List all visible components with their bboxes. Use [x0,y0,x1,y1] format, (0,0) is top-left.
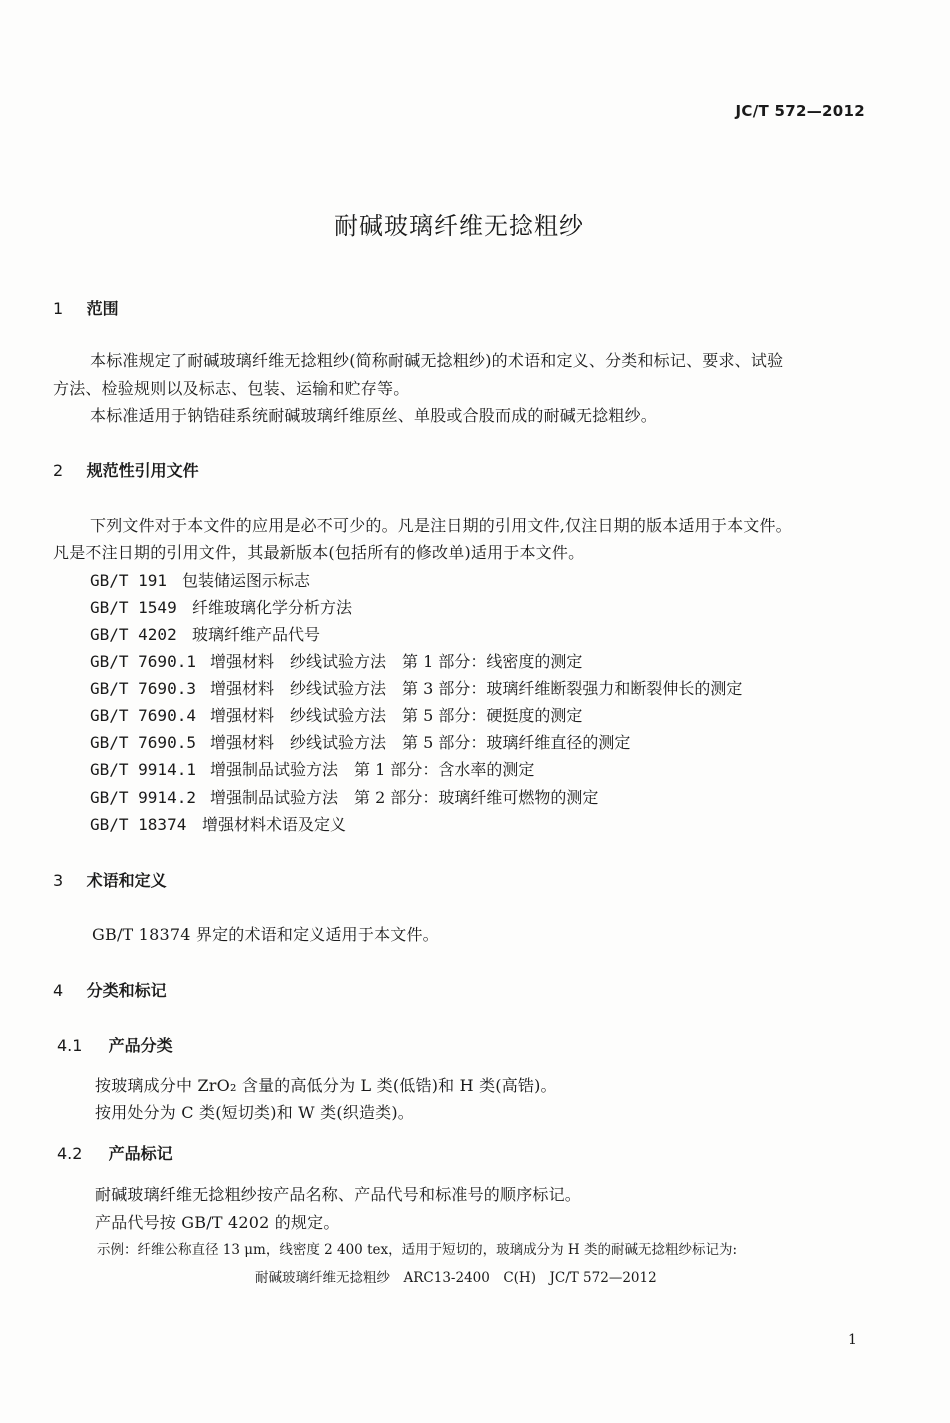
reference-title: 包装储运图示标志 [182,571,311,590]
section-title: 范围 [86,299,119,318]
reference-title: 增强制品试验方法 第 1 部分：含水率的测定 [210,760,535,779]
normative-paragraph-line1: 下列文件对于本文件的应用是必不可少的。凡是注日期的引用文件,仅注日期的版本适用于本文件。 [90,516,792,535]
reference-item [90,568,310,591]
scope-paragraph-line1: 本标准规定了耐碱玻璃纤维无捻粗纱(简称耐碱无捻粗纱)的术语和定义、分类和标记、要求、试验 [90,351,784,370]
reference-item [90,730,630,753]
classification-paragraph-1: 按玻璃成分中 ZrO₂ 含量的高低分为 L 类(低锆)和 H 类(高锆)。 [95,1076,557,1095]
reference-code: GB/T 7690.3 [90,679,196,698]
section-title: 术语和定义 [86,871,167,890]
reference-item [90,785,598,808]
marking-example: 示例：纤维公称直径 13 μm，线密度 2 400 tex，适用于短切的，玻璃成分为 H 类的耐碱无捻粗纱标记为: [97,1242,737,1258]
section-title: 规范性引用文件 [86,461,199,480]
page-number: 1 [848,1332,857,1348]
reference-code: GB/T 9914.2 [90,788,196,807]
classification-paragraph-2: 按用处分为 C 类(短切类)和 W 类(织造类)。 [95,1103,415,1122]
marking-paragraph-1: 耐碱玻璃纤维无捻粗纱按产品名称、产品代号和标准号的顺序标记。 [95,1185,582,1204]
section-number: 1 [53,299,64,318]
reference-title: 增强材料术语及定义 [202,815,347,834]
reference-title: 增强制品试验方法 第 2 部分：玻璃纤维可燃物的测定 [210,788,599,807]
reference-code: GB/T 7690.5 [90,733,196,752]
section-title: 产品分类 [108,1036,173,1055]
reference-title: 增强材料 纱线试验方法 第 5 部分：硬挺度的测定 [210,706,583,725]
section-4-2-heading [57,1141,173,1164]
reference-item [90,812,346,835]
reference-code: GB/T 9914.1 [90,760,196,779]
terms-paragraph: GB/T 18374 界定的术语和定义适用于本文件。 [92,925,439,944]
section-number: 3 [53,871,64,890]
section-4-1-heading [57,1033,173,1056]
section-1-heading [53,296,119,319]
section-3-heading [53,868,167,891]
scope-paragraph-2: 本标准适用于钠锆硅系统耐碱玻璃纤维原丝、单股或合股而成的耐碱无捻粗纱。 [90,406,658,425]
reference-item [90,757,534,780]
marking-paragraph-2: 产品代号按 GB/T 4202 的规定。 [95,1213,340,1232]
section-number: 4 [53,981,64,1000]
reference-item [90,595,352,618]
section-number: 2 [53,461,64,480]
reference-code: GB/T 1549 [90,598,177,617]
reference-code: GB/T 18374 [90,815,187,834]
reference-title: 增强材料 纱线试验方法 第 3 部分：玻璃纤维断裂强力和断裂伸长的测定 [210,679,743,698]
section-2-heading [53,458,199,481]
reference-title: 纤维玻璃化学分析方法 [192,598,353,617]
reference-item [90,649,582,672]
standard-code: JC/T 572—2012 [735,102,865,120]
reference-code: GB/T 7690.4 [90,706,196,725]
reference-item [90,703,582,726]
section-title: 分类和标记 [86,981,167,1000]
reference-code: GB/T 191 [90,571,168,590]
marking-example-designation: 耐碱玻璃纤维无捻粗纱 ARC13-2400 C(H) JC/T 572—2012 [255,1270,657,1286]
reference-item [90,622,320,645]
reference-code: GB/T 4202 [90,625,177,644]
section-number: 4.2 [57,1144,83,1163]
section-4-heading [53,978,167,1001]
normative-paragraph-line2: 凡是不注日期的引用文件，其最新版本(包括所有的修改单)适用于本文件。 [53,543,585,562]
section-title: 产品标记 [108,1144,173,1163]
document-title: 耐碱玻璃纤维无捻粗纱 [334,212,584,240]
reference-title: 增强材料 纱线试验方法 第 5 部分：玻璃纤维直径的测定 [210,733,631,752]
reference-item [90,676,742,699]
reference-code: GB/T 7690.1 [90,652,196,671]
reference-title: 玻璃纤维产品代号 [192,625,321,644]
scope-paragraph-line2: 方法、检验规则以及标志、包装、运输和贮存等。 [53,379,410,398]
reference-title: 增强材料 纱线试验方法 第 1 部分：线密度的测定 [210,652,583,671]
section-number: 4.1 [57,1036,83,1055]
